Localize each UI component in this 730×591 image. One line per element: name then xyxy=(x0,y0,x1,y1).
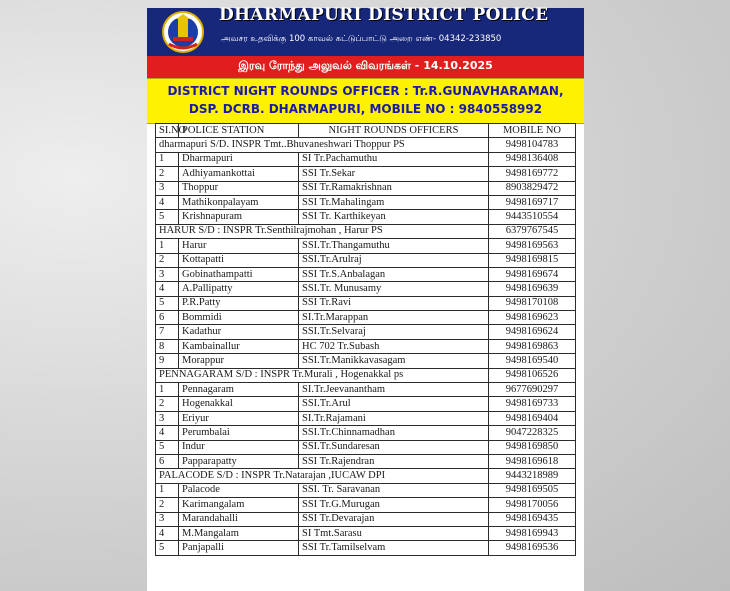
table-row xyxy=(156,167,576,181)
emergency-contact-line: அவசர உதவிக்கு 100 காவல் கட்டுப்பாட்டு அறை எண்- 04342-233850 xyxy=(221,34,502,44)
police-station: Marandahalli xyxy=(179,512,299,526)
police-station: A.Pallipatty xyxy=(179,282,299,296)
night-rounds-officer: SSI.Tr.Arul xyxy=(299,397,489,411)
serial-number: 3 xyxy=(156,512,179,526)
table-row xyxy=(156,354,576,368)
table-row xyxy=(156,339,576,353)
police-station: M.Mangalam xyxy=(179,526,299,540)
serial-number: 4 xyxy=(156,526,179,540)
mobile-number: 9677690297 xyxy=(489,383,576,397)
district-officer-line-2: DSP. DCRB. DHARMAPURI, MOBILE NO : 9840558992 xyxy=(188,102,543,116)
serial-number: 5 xyxy=(156,210,179,224)
mobile-number: 9498170056 xyxy=(489,498,576,512)
police-station: Hogenakkal xyxy=(179,397,299,411)
serial-number: 5 xyxy=(156,296,179,310)
table-row xyxy=(156,311,576,325)
serial-number: 3 xyxy=(156,181,179,195)
night-rounds-officer: SSI.Tr.Manikkavasagam xyxy=(299,354,489,368)
police-station: P.R.Patty xyxy=(179,296,299,310)
mobile-number: 9498169772 xyxy=(489,167,576,181)
column-header-station: POLICE STATION xyxy=(179,124,299,138)
mobile-number: 9498104783 xyxy=(489,138,576,152)
night-rounds-table xyxy=(155,123,576,556)
table-row xyxy=(156,253,576,267)
table-row xyxy=(156,440,576,454)
serial-number: 5 xyxy=(156,541,179,555)
mobile-number: 9498169435 xyxy=(489,512,576,526)
mobile-number: 9498169733 xyxy=(489,397,576,411)
night-rounds-officer: SSI Tr.Sekar xyxy=(299,167,489,181)
serial-number: 7 xyxy=(156,325,179,339)
mobile-number: 9498169505 xyxy=(489,483,576,497)
serial-number: 4 xyxy=(156,195,179,209)
night-rounds-officer: SSI.Tr. Munusamy xyxy=(299,282,489,296)
night-rounds-officer: SSI Tr. Karthikeyan xyxy=(299,210,489,224)
police-station: Gobinathampatti xyxy=(179,267,299,281)
table-header-row xyxy=(156,124,576,138)
serial-number: 4 xyxy=(156,282,179,296)
serial-number: 2 xyxy=(156,498,179,512)
night-rounds-officer: SSI. Tr. Saravanan xyxy=(299,483,489,497)
police-station: Morappur xyxy=(179,354,299,368)
police-station: Karimangalam xyxy=(179,498,299,512)
district-officer-line-1: DISTRICT NIGHT ROUNDS OFFICER : Tr.R.GUNAVHARAMAN, xyxy=(167,84,564,98)
night-rounds-officer: SSI Tr.Devarajan xyxy=(299,512,489,526)
mobile-number: 9498169674 xyxy=(489,267,576,281)
district-police-title: DHARMAPURI DISTRICT POLICE xyxy=(219,5,549,25)
table-row xyxy=(156,526,576,540)
subdivision-row xyxy=(156,368,576,382)
serial-number: 3 xyxy=(156,267,179,281)
night-rounds-date-heading: இரவு ரோந்து அலுவல் விவரங்கள் - 14.10.2025 xyxy=(238,59,493,72)
serial-number: 8 xyxy=(156,339,179,353)
night-rounds-officer: SSI.Tr.Selvaraj xyxy=(299,325,489,339)
night-rounds-officer: SI.Tr.Jeevanantham xyxy=(299,383,489,397)
night-rounds-officer: SI Tr.Pachamuthu xyxy=(299,152,489,166)
table-row xyxy=(156,512,576,526)
mobile-number: 9498169624 xyxy=(489,325,576,339)
police-station: Kottapatti xyxy=(179,253,299,267)
police-station: Panjapalli xyxy=(179,541,299,555)
mobile-number: 9498169404 xyxy=(489,411,576,425)
serial-number: 6 xyxy=(156,311,179,325)
police-station: Kadathur xyxy=(179,325,299,339)
police-emblem-icon xyxy=(161,10,205,54)
column-header-officers: NIGHT ROUNDS OFFICERS xyxy=(299,124,489,138)
district-officer-band xyxy=(147,78,584,124)
mobile-number: 9498169536 xyxy=(489,541,576,555)
night-rounds-officer: SSI Tr.Rajendran xyxy=(299,454,489,468)
serial-number: 2 xyxy=(156,397,179,411)
night-rounds-officer: SI.Tr.Rajamani xyxy=(299,411,489,425)
table-row xyxy=(156,541,576,555)
serial-number: 2 xyxy=(156,167,179,181)
night-rounds-officer: SSI Tr.S.Anbalagan xyxy=(299,267,489,281)
mobile-number: 9498169717 xyxy=(489,195,576,209)
table-row xyxy=(156,296,576,310)
mobile-number: 6379767545 xyxy=(489,224,576,238)
column-header-sno: SI.NO xyxy=(156,124,179,138)
mobile-number: 9498169639 xyxy=(489,282,576,296)
serial-number: 1 xyxy=(156,239,179,253)
night-rounds-officer: HC 702 Tr.Subash xyxy=(299,339,489,353)
police-station: Indur xyxy=(179,440,299,454)
tamil-heading-band xyxy=(147,56,584,78)
mobile-number: 9498169815 xyxy=(489,253,576,267)
night-rounds-officer: SSI Tr.Ramakrishnan xyxy=(299,181,489,195)
mobile-number: 9498169618 xyxy=(489,454,576,468)
subdivision-row xyxy=(156,469,576,483)
subdivision-row xyxy=(156,138,576,152)
serial-number: 6 xyxy=(156,454,179,468)
police-header xyxy=(147,5,584,56)
duty-roster-sheet xyxy=(147,5,584,591)
night-rounds-officer: SI.Tr.Marappan xyxy=(299,311,489,325)
table-row xyxy=(156,181,576,195)
police-station: Kambainallur xyxy=(179,339,299,353)
night-rounds-officer: SSI.Tr.Sundaresan xyxy=(299,440,489,454)
table-row xyxy=(156,239,576,253)
subdivision-row xyxy=(156,224,576,238)
serial-number: 1 xyxy=(156,483,179,497)
mobile-number: 9498169540 xyxy=(489,354,576,368)
serial-number: 1 xyxy=(156,383,179,397)
table-row xyxy=(156,483,576,497)
night-rounds-officer: SSI Tr.G.Murugan xyxy=(299,498,489,512)
table-body xyxy=(156,138,576,555)
mobile-number: 9498169623 xyxy=(489,311,576,325)
mobile-number: 8903829472 xyxy=(489,181,576,195)
subdivision-inspector: HARUR S/D : INSPR Tr.Senthilrajmohan , Harur PS xyxy=(156,224,489,238)
police-station: Krishnapuram xyxy=(179,210,299,224)
table-row xyxy=(156,195,576,209)
table-row xyxy=(156,152,576,166)
police-station: Palacode xyxy=(179,483,299,497)
police-station: Papparapatty xyxy=(179,454,299,468)
police-station: Thoppur xyxy=(179,181,299,195)
serial-number: 9 xyxy=(156,354,179,368)
table-row xyxy=(156,498,576,512)
police-station: Perumbalai xyxy=(179,426,299,440)
mobile-number: 9498106526 xyxy=(489,368,576,382)
subdivision-inspector: dharmapuri S/D. INSPR Tmt..Bhuvaneshwari Thoppur PS xyxy=(156,138,489,152)
serial-number: 5 xyxy=(156,440,179,454)
table-row xyxy=(156,325,576,339)
serial-number: 2 xyxy=(156,253,179,267)
column-header-mobile: MOBILE NO xyxy=(489,124,576,138)
police-station: Bommidi xyxy=(179,311,299,325)
table-row xyxy=(156,411,576,425)
table-row xyxy=(156,282,576,296)
mobile-number: 9047228325 xyxy=(489,426,576,440)
table-row xyxy=(156,383,576,397)
night-rounds-officer: SSI Tr.Ravi xyxy=(299,296,489,310)
night-rounds-officer: SSI.Tr.Arulraj xyxy=(299,253,489,267)
mobile-number: 9498136408 xyxy=(489,152,576,166)
mobile-number: 9498170108 xyxy=(489,296,576,310)
mobile-number: 9443218989 xyxy=(489,469,576,483)
police-station: Eriyur xyxy=(179,411,299,425)
mobile-number: 9443510554 xyxy=(489,210,576,224)
police-station: Pennagaram xyxy=(179,383,299,397)
police-station: Adhiyamankottai xyxy=(179,167,299,181)
serial-number: 4 xyxy=(156,426,179,440)
mobile-number: 9498169563 xyxy=(489,239,576,253)
mobile-number: 9498169863 xyxy=(489,339,576,353)
night-rounds-officer: SSI Tr.Mahalingam xyxy=(299,195,489,209)
police-station: Dharmapuri xyxy=(179,152,299,166)
police-station: Harur xyxy=(179,239,299,253)
table-row xyxy=(156,426,576,440)
table-row xyxy=(156,454,576,468)
serial-number: 3 xyxy=(156,411,179,425)
mobile-number: 9498169943 xyxy=(489,526,576,540)
serial-number: 1 xyxy=(156,152,179,166)
subdivision-inspector: PALACODE S/D : INSPR Tr.Natarajan ,IUCAW DPI xyxy=(156,469,489,483)
police-station: Mathikonpalayam xyxy=(179,195,299,209)
table-row xyxy=(156,397,576,411)
table-row xyxy=(156,267,576,281)
subdivision-inspector: PENNAGARAM S/D : INSPR Tr.Murali , Hogenakkal ps xyxy=(156,368,489,382)
night-rounds-officer: SI Tmt.Sarasu xyxy=(299,526,489,540)
table-row xyxy=(156,210,576,224)
night-rounds-officer: SSI.Tr.Chinnamadhan xyxy=(299,426,489,440)
mobile-number: 9498169850 xyxy=(489,440,576,454)
night-rounds-officer: SSI Tr.Tamilselvam xyxy=(299,541,489,555)
night-rounds-officer: SSI.Tr.Thangamuthu xyxy=(299,239,489,253)
